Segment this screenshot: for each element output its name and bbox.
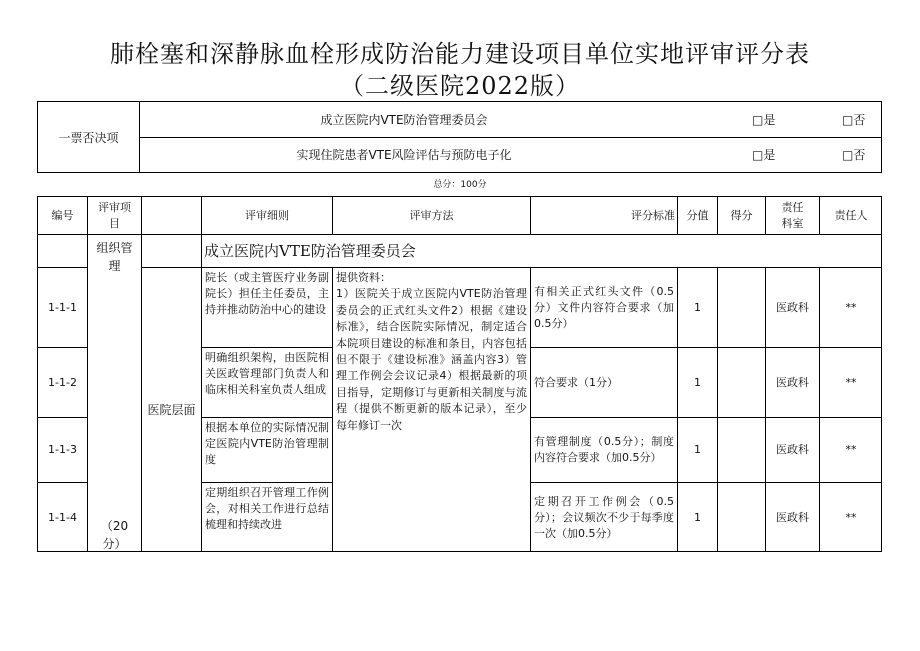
row-standard: 定期召开工作例会（0.5分）；会议频次不少于每季度一次（加0.5分）	[530, 482, 677, 552]
row-person: **	[819, 482, 882, 552]
category-level: 医院层面	[141, 267, 201, 552]
score-table	[37, 196, 882, 552]
header-project: 评审项目	[87, 196, 141, 234]
row-standard: 符合要求（1分）	[530, 347, 677, 417]
header-dept: 责任科室	[765, 196, 819, 234]
row-score: 1	[677, 267, 717, 347]
header-num: 编号	[37, 196, 87, 234]
row-id: 1-1-2	[37, 347, 87, 417]
veto-label: 一票否决项	[38, 102, 140, 172]
total-score: 总分：100分	[433, 180, 487, 190]
veto-row	[139, 102, 881, 138]
category-points: （20分）	[100, 519, 129, 551]
row-got-input[interactable]	[717, 267, 765, 347]
veto-table	[37, 101, 882, 173]
header-blank	[141, 196, 201, 234]
header-method: 评审方法	[332, 196, 530, 234]
row-id: 1-1-4	[37, 482, 87, 552]
header-detail: 评审细则	[201, 196, 332, 234]
row-detail: 根据本单位的实际情况制定医院内VTE防治管理制度	[201, 417, 332, 482]
header-standard: 评分标准	[530, 196, 677, 234]
row-standard: 有相关正式红头文件（0.5分）文件内容符合要求（加0.5分）	[530, 267, 677, 347]
header-got: 得分	[717, 196, 765, 234]
section-title: 成立医院内VTE防治管理委员会	[201, 234, 882, 267]
row-got-input[interactable]	[717, 417, 765, 482]
veto-no-checkbox[interactable]: □否	[842, 113, 866, 127]
row-person: **	[819, 267, 882, 347]
row-score: 1	[677, 482, 717, 552]
row-detail: 院长（或主管医疗业务副院长）担任主任委员，主持并推动防治中心的建设	[201, 267, 332, 347]
method-cell: 提供资料： 1）医院关于成立医院内VTE防治管理委员会的正式红头文件2）根据《建设标准》，结合医院实际情况，制定适合本院项目建设的标准和条目，内容包括但不限于《建设标准》涵盖内容3）管理工作例会会议记录4）根据最新的项目指导，定期修订与更新相关制度与流程（提供不断更新的版本记录），至少每年修订一次	[332, 267, 530, 552]
row-id: 1-1-1	[37, 267, 87, 347]
row-got-input[interactable]	[717, 482, 765, 552]
veto-item: 成立医院内VTE防治管理委员会	[320, 113, 488, 127]
section-num-blank	[37, 234, 87, 267]
row-dept: 医政科	[765, 482, 819, 552]
row-id: 1-1-3	[37, 417, 87, 482]
header-score: 分值	[677, 196, 717, 234]
page-title: 肺栓塞和深静脉血栓形成防治能力建设项目单位实地评审评分表	[110, 40, 810, 68]
row-score: 1	[677, 417, 717, 482]
row-dept: 医政科	[765, 347, 819, 417]
veto-row	[139, 137, 881, 172]
row-got-input[interactable]	[717, 347, 765, 417]
row-score: 1	[677, 347, 717, 417]
veto-yes-checkbox[interactable]: □是	[752, 113, 776, 127]
category-cell	[87, 234, 141, 552]
row-detail: 定期组织召开管理工作例会，对相关工作进行总结梳理和持续改进	[201, 482, 332, 552]
header-person: 责任人	[819, 196, 882, 234]
row-detail: 明确组织架构，由医院相关医政管理部门负责人和临床相关科室负责人组成	[201, 347, 332, 417]
veto-item: 实现住院患者VTE风险评估与预防电子化	[296, 148, 512, 162]
row-standard: 有管理制度（0.5分）；制度内容符合要求（加0.5分）	[530, 417, 677, 482]
row-dept: 医政科	[765, 267, 819, 347]
section-level-blank	[141, 234, 201, 267]
veto-no-checkbox[interactable]: □否	[842, 148, 866, 162]
category-name: 组织管理	[96, 241, 133, 273]
veto-yes-checkbox[interactable]: □是	[752, 148, 776, 162]
row-person: **	[819, 417, 882, 482]
row-dept: 医政科	[765, 417, 819, 482]
row-person: **	[819, 347, 882, 417]
page-subtitle: （二级医院2022版）	[339, 72, 581, 100]
